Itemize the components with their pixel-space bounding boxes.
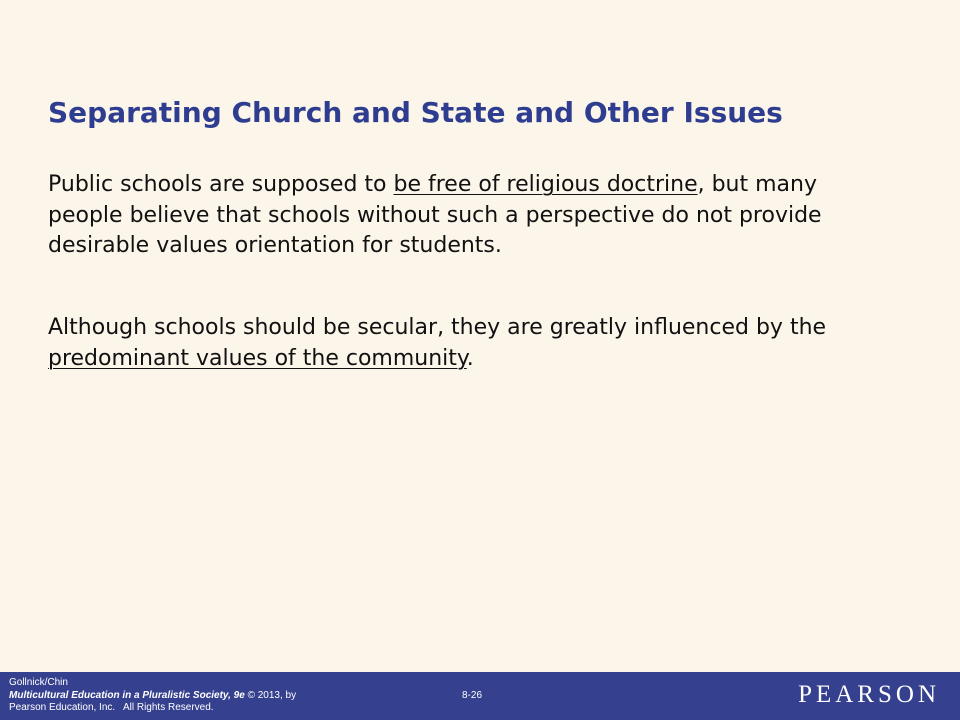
footer-book-line [9, 690, 296, 703]
page-number: 8-26 [462, 690, 483, 701]
paragraph-1-text-end: , but many people believe that schools without such a perspective do not provide desirable values orientation for students. [48, 172, 822, 258]
slide-title: Separating Church and State and Other Issues [48, 96, 783, 129]
footer-book-title: Multicultural Education in a Pluralistic Society, 9e [9, 689, 245, 701]
body-paragraph-2 [48, 313, 868, 374]
footer-publisher-rights: Pearson Education, Inc. All Rights Reserved. [9, 702, 214, 713]
body-paragraph-1 [48, 170, 868, 262]
paragraph-2-text-start: Although schools should be secular, they are greatly influenced by the [48, 315, 827, 340]
underlined-phrase-religious-doctrine: be free of religious doctrine [393, 172, 698, 197]
underlined-phrase-community-values: predominant values of the community [48, 345, 467, 371]
footer-bar [0, 672, 960, 720]
paragraph-1-text-start: Public schools are supposed to [48, 172, 394, 197]
footer-copyright: © 2013, by [244, 689, 297, 701]
paragraph-2-text-end: . [466, 345, 474, 371]
footer-authors: Gollnick/Chin [9, 677, 68, 688]
footer-citation [9, 677, 296, 715]
pearson-logo: PEARSON [798, 681, 940, 708]
